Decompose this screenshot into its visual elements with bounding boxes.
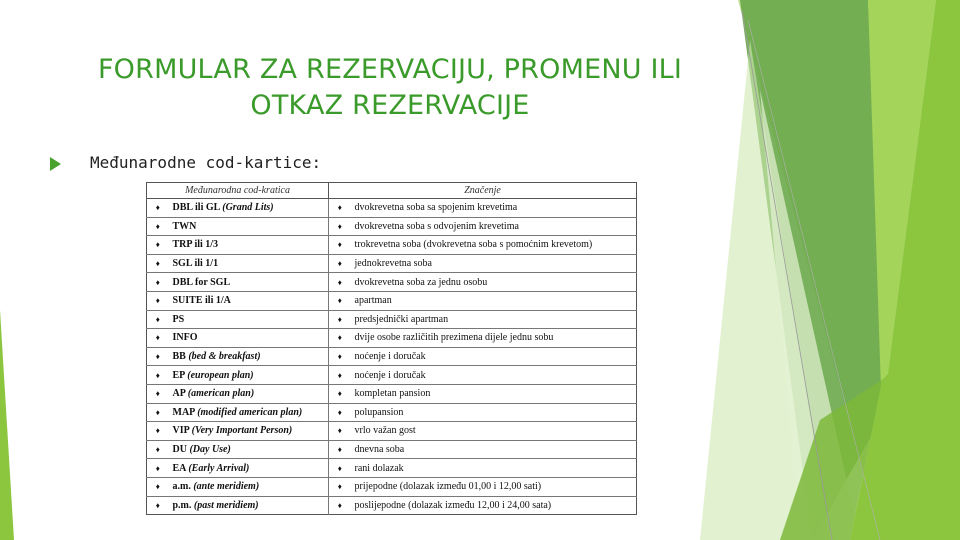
code-abbrev: EA [172,462,186,474]
slide-title-line1: FORMULAR ZA REZERVACIJU, PROMENU ILI [97,54,683,85]
meaning-cell: predsjednički apartman [351,310,637,329]
diamond-bullet-icon: ♦ [329,291,351,310]
slide-title-line2: OTKAZ REZERVACIJE [250,90,530,121]
code-abbrev: SGL ili 1/1 [172,258,219,270]
code-cell [169,236,329,255]
table-row [147,199,637,218]
code-cell [169,329,329,348]
table-row [147,403,637,422]
table-row [147,440,637,459]
diamond-bullet-icon: ♦ [147,291,169,310]
diamond-bullet-icon: ♦ [329,254,351,273]
diamond-bullet-icon: ♦ [329,347,351,366]
meaning-cell: prijepodne (dolazak između 01,00 i 12,00 sati) [351,477,637,496]
code-cell [169,347,329,366]
code-extra: (Day Use) [189,444,231,456]
code-extra: (Early Arrival) [188,462,250,474]
code-cell [169,254,329,273]
diamond-bullet-icon: ♦ [329,496,351,515]
code-cell [169,403,329,422]
meaning-cell: rani dolazak [351,459,637,478]
meaning-cell: dnevna soba [351,440,637,459]
code-extra: (past meridiem) [193,499,259,511]
code-extra: (american plan) [187,388,255,400]
code-abbrev: p.m. [172,499,192,511]
table-row [147,273,637,292]
code-cell [169,477,329,496]
table-row [147,477,637,496]
diamond-bullet-icon: ♦ [147,254,169,273]
diamond-bullet-icon: ♦ [329,422,351,441]
diamond-bullet-icon: ♦ [329,329,351,348]
diamond-bullet-icon: ♦ [329,459,351,478]
meaning-cell: apartman [351,291,637,310]
diamond-bullet-icon: ♦ [147,347,169,366]
meaning-cell: vrlo važan gost [351,422,637,441]
code-cell [169,217,329,236]
code-cell [169,199,329,218]
code-abbrev: BB [172,351,186,363]
code-cell [169,273,329,292]
code-abbrev: EP [172,369,185,381]
diamond-bullet-icon: ♦ [147,273,169,292]
table-row [147,310,637,329]
meaning-cell: dvokrevetna soba s odvojenim krevetima [351,217,637,236]
code-abbrev: PS [172,313,185,325]
diamond-bullet-icon: ♦ [147,384,169,403]
code-cell [169,459,329,478]
code-abbrev: MAP [172,406,195,418]
diamond-bullet-icon: ♦ [147,199,169,218]
table-row [147,236,637,255]
code-abbrev: VIP [172,425,190,437]
slide-title [60,52,720,124]
meaning-cell: dvije osobe različitih prezimena dijele jednu sobu [351,329,637,348]
meaning-cell: polupansion [351,403,637,422]
table-row [147,347,637,366]
code-abbrev: SUITE ili 1/A [172,295,231,307]
code-abbrev: AP [172,388,186,400]
code-extra: (modified american plan) [197,406,303,418]
table-row [147,459,637,478]
header-code: Međunarodna cod-kratica [147,183,329,199]
meaning-cell: noćenje i doručak [351,366,637,385]
triangle-bullet-icon [50,157,61,171]
code-cell [169,422,329,441]
diamond-bullet-icon: ♦ [147,236,169,255]
diamond-bullet-icon: ♦ [147,477,169,496]
diamond-bullet-icon: ♦ [329,403,351,422]
diamond-bullet-icon: ♦ [147,329,169,348]
table-row [147,384,637,403]
code-table [146,182,637,515]
diamond-bullet-icon: ♦ [147,310,169,329]
table-row [147,291,637,310]
diamond-bullet-icon: ♦ [329,384,351,403]
diamond-bullet-icon: ♦ [329,440,351,459]
code-cell [169,291,329,310]
table-row [147,366,637,385]
diamond-bullet-icon: ♦ [329,310,351,329]
code-abbrev: INFO [172,332,198,344]
meaning-cell: jednokrevetna soba [351,254,637,273]
meaning-cell: kompletan pansion [351,384,637,403]
code-abbrev: a.m. [172,481,191,493]
header-meaning: Značenje [329,183,637,199]
diamond-bullet-icon: ♦ [147,403,169,422]
meaning-cell: poslijepodne (dolazak između 12,00 i 24,00 sata) [351,496,637,515]
diamond-bullet-icon: ♦ [329,273,351,292]
diamond-bullet-icon: ♦ [329,366,351,385]
diamond-bullet-icon: ♦ [329,477,351,496]
diamond-bullet-icon: ♦ [147,440,169,459]
table-row [147,422,637,441]
code-extra: (Very Important Person) [191,425,293,437]
table-row [147,496,637,515]
diamond-bullet-icon: ♦ [147,459,169,478]
meaning-cell: noćenje i doručak [351,347,637,366]
code-abbrev: DBL ili GL [172,202,220,214]
code-extra: (european plan) [187,369,254,381]
code-abbrev: DBL for SGL [172,276,231,288]
diamond-bullet-icon: ♦ [329,236,351,255]
code-cell [169,366,329,385]
code-abbrev: DU [172,444,187,456]
meaning-cell: dvokrevetna soba sa spojenim krevetima [351,199,637,218]
table-row [147,254,637,273]
meaning-cell: dvokrevetna soba za jednu osobu [351,273,637,292]
code-extra: (ante meridiem) [193,481,260,493]
diamond-bullet-icon: ♦ [329,199,351,218]
code-cell [169,310,329,329]
table-header-row [147,183,637,199]
code-extra: (Grand Lits) [222,202,274,214]
bullet-text: Međunarodne cod-kartice: [90,153,322,172]
diamond-bullet-icon: ♦ [147,422,169,441]
diamond-bullet-icon: ♦ [329,217,351,236]
meaning-cell: trokrevetna soba (dvokrevetna soba s pomoćnim krevetom) [351,236,637,255]
code-extra: (bed & breakfast) [188,351,261,363]
diamond-bullet-icon: ♦ [147,217,169,236]
diamond-bullet-icon: ♦ [147,366,169,385]
code-abbrev: TWN [172,220,197,232]
code-cell [169,496,329,515]
code-cell [169,440,329,459]
diamond-bullet-icon: ♦ [147,496,169,515]
table-row [147,217,637,236]
code-cell [169,384,329,403]
table-row [147,329,637,348]
code-abbrev: TRP ili 1/3 [172,239,219,251]
